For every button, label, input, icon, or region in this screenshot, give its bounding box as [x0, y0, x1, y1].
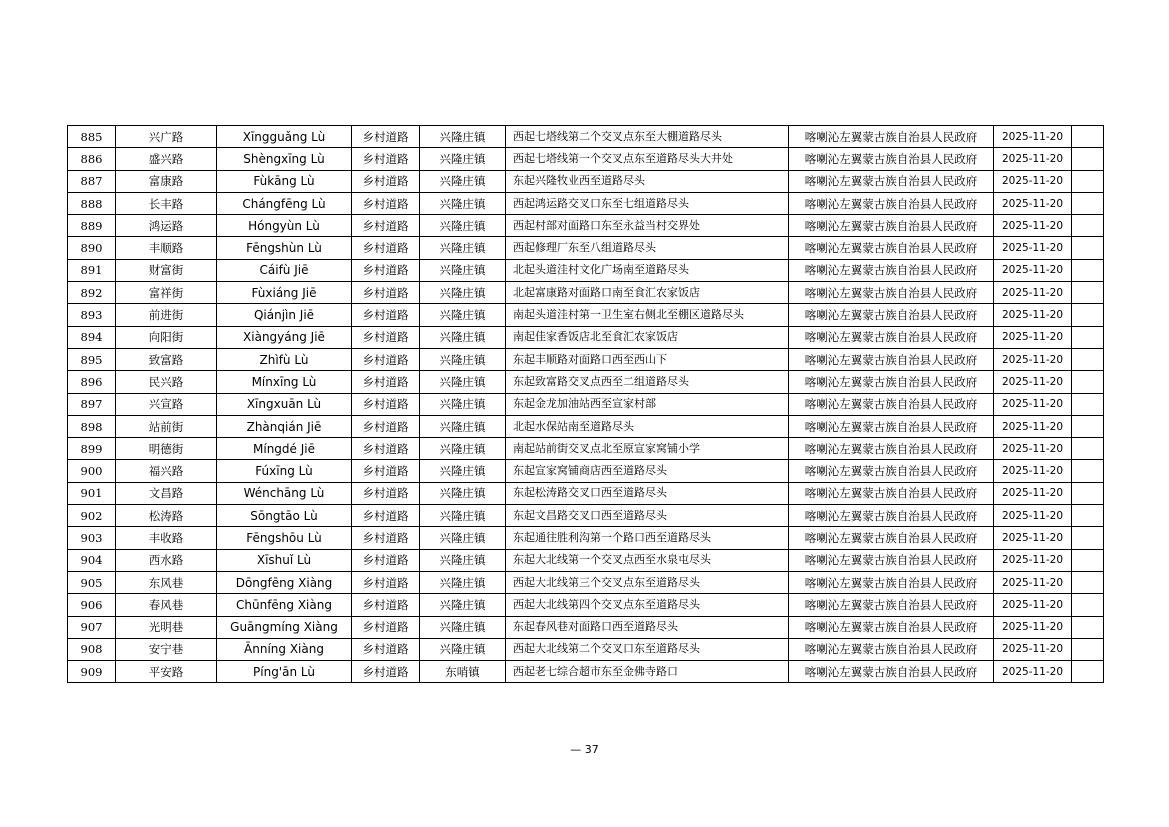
table-row [68, 638, 1104, 660]
road-description: 东起文昌路交叉口西至道路尽头 [506, 505, 789, 527]
town-name: 兴隆庄镇 [420, 237, 506, 259]
approving-authority: 喀喇沁左翼蒙古族自治县人民政府 [789, 594, 994, 616]
note-cell [1072, 415, 1104, 437]
town-name: 兴隆庄镇 [420, 460, 506, 482]
road-pinyin: Xiàngyáng Jiē [217, 326, 352, 348]
town-name: 兴隆庄镇 [420, 282, 506, 304]
table-row [68, 505, 1104, 527]
note-cell [1072, 304, 1104, 326]
table-row [68, 326, 1104, 348]
row-number: 908 [68, 638, 116, 660]
road-pinyin: Zhànqián Jiē [217, 415, 352, 437]
road-type: 乡村道路 [352, 126, 420, 148]
approving-authority: 喀喇沁左翼蒙古族自治县人民政府 [789, 304, 994, 326]
road-name: 民兴路 [116, 371, 217, 393]
approving-authority: 喀喇沁左翼蒙古族自治县人民政府 [789, 638, 994, 660]
approving-authority: 喀喇沁左翼蒙古族自治县人民政府 [789, 215, 994, 237]
row-number: 892 [68, 282, 116, 304]
road-pinyin: Cáifù Jiē [217, 259, 352, 281]
note-cell [1072, 393, 1104, 415]
approval-date: 2025-11-20 [994, 549, 1072, 571]
row-number: 902 [68, 505, 116, 527]
note-cell [1072, 482, 1104, 504]
town-name: 兴隆庄镇 [420, 170, 506, 192]
road-description: 东起春风巷对面路口西至道路尽头 [506, 616, 789, 638]
row-number: 898 [68, 415, 116, 437]
note-cell [1072, 438, 1104, 460]
road-description: 西起七塔线第二个交叉点东至大棚道路尽头 [506, 126, 789, 148]
table-row [68, 348, 1104, 370]
row-number: 886 [68, 148, 116, 170]
road-type: 乡村道路 [352, 215, 420, 237]
town-name: 兴隆庄镇 [420, 326, 506, 348]
road-name: 盛兴路 [116, 148, 217, 170]
approval-date: 2025-11-20 [994, 616, 1072, 638]
road-type: 乡村道路 [352, 259, 420, 281]
road-description: 西起鸿运路交叉口东至七组道路尽头 [506, 192, 789, 214]
road-pinyin: Zhìfù Lù [217, 348, 352, 370]
road-description: 东起大北线第一个交叉点西至水泉屯尽头 [506, 549, 789, 571]
road-name: 安宁巷 [116, 638, 217, 660]
note-cell [1072, 661, 1104, 683]
road-type: 乡村道路 [352, 148, 420, 170]
road-pinyin: Wénchāng Lù [217, 482, 352, 504]
row-number: 891 [68, 259, 116, 281]
road-description: 北起水保站南至道路尽头 [506, 415, 789, 437]
approving-authority: 喀喇沁左翼蒙古族自治县人民政府 [789, 527, 994, 549]
road-pinyin: Píng'ān Lù [217, 661, 352, 683]
approving-authority: 喀喇沁左翼蒙古族自治县人民政府 [789, 326, 994, 348]
road-name: 向阳街 [116, 326, 217, 348]
town-name: 兴隆庄镇 [420, 527, 506, 549]
road-description: 西起修理厂东至八组道路尽头 [506, 237, 789, 259]
table-body [68, 126, 1104, 683]
town-name: 兴隆庄镇 [420, 371, 506, 393]
table-row [68, 237, 1104, 259]
road-name: 丰顺路 [116, 237, 217, 259]
road-name: 松涛路 [116, 505, 217, 527]
road-name: 致富路 [116, 348, 217, 370]
road-pinyin: Xīngguǎng Lù [217, 126, 352, 148]
note-cell [1072, 460, 1104, 482]
row-number: 887 [68, 170, 116, 192]
note-cell [1072, 505, 1104, 527]
approving-authority: 喀喇沁左翼蒙古族自治县人民政府 [789, 438, 994, 460]
note-cell [1072, 638, 1104, 660]
town-name: 兴隆庄镇 [420, 215, 506, 237]
page-number: — 37 [570, 743, 599, 756]
approval-date: 2025-11-20 [994, 661, 1072, 683]
town-name: 兴隆庄镇 [420, 192, 506, 214]
town-name: 兴隆庄镇 [420, 393, 506, 415]
road-type: 乡村道路 [352, 460, 420, 482]
road-pinyin: Mínxīng Lù [217, 371, 352, 393]
road-type: 乡村道路 [352, 661, 420, 683]
road-description: 东起丰顺路对面路口西至西山下 [506, 348, 789, 370]
approving-authority: 喀喇沁左翼蒙古族自治县人民政府 [789, 393, 994, 415]
approval-date: 2025-11-20 [994, 460, 1072, 482]
note-cell [1072, 527, 1104, 549]
table-row [68, 192, 1104, 214]
road-name: 鸿运路 [116, 215, 217, 237]
note-cell [1072, 616, 1104, 638]
row-number: 906 [68, 594, 116, 616]
town-name: 兴隆庄镇 [420, 438, 506, 460]
note-cell [1072, 148, 1104, 170]
road-type: 乡村道路 [352, 371, 420, 393]
road-type: 乡村道路 [352, 638, 420, 660]
approval-date: 2025-11-20 [994, 482, 1072, 504]
road-name: 兴宣路 [116, 393, 217, 415]
road-type: 乡村道路 [352, 237, 420, 259]
table-row [68, 259, 1104, 281]
road-name: 平安路 [116, 661, 217, 683]
note-cell [1072, 126, 1104, 148]
table-row [68, 371, 1104, 393]
approving-authority: 喀喇沁左翼蒙古族自治县人民政府 [789, 505, 994, 527]
town-name: 兴隆庄镇 [420, 304, 506, 326]
note-cell [1072, 237, 1104, 259]
approving-authority: 喀喇沁左翼蒙古族自治县人民政府 [789, 282, 994, 304]
road-description: 南起头道洼村第一卫生室右侧北至棚区道路尽头 [506, 304, 789, 326]
road-name: 春风巷 [116, 594, 217, 616]
road-pinyin: Fēngshōu Lù [217, 527, 352, 549]
road-description: 西起七塔线第一个交叉点东至道路尽头大井处 [506, 148, 789, 170]
table-row [68, 170, 1104, 192]
approval-date: 2025-11-20 [994, 438, 1072, 460]
table-row [68, 438, 1104, 460]
approving-authority: 喀喇沁左翼蒙古族自治县人民政府 [789, 371, 994, 393]
approval-date: 2025-11-20 [994, 237, 1072, 259]
road-pinyin: Fùkāng Lù [217, 170, 352, 192]
note-cell [1072, 571, 1104, 593]
note-cell [1072, 170, 1104, 192]
note-cell [1072, 594, 1104, 616]
town-name: 兴隆庄镇 [420, 571, 506, 593]
road-type: 乡村道路 [352, 393, 420, 415]
road-description: 北起头道洼村文化广场南至道路尽头 [506, 259, 789, 281]
approving-authority: 喀喇沁左翼蒙古族自治县人民政府 [789, 148, 994, 170]
approval-date: 2025-11-20 [994, 126, 1072, 148]
row-number: 901 [68, 482, 116, 504]
table-row [68, 282, 1104, 304]
road-pinyin: Ānníng Xiàng [217, 638, 352, 660]
table-row [68, 215, 1104, 237]
approving-authority: 喀喇沁左翼蒙古族自治县人民政府 [789, 126, 994, 148]
road-type: 乡村道路 [352, 505, 420, 527]
row-number: 904 [68, 549, 116, 571]
approval-date: 2025-11-20 [994, 638, 1072, 660]
road-name: 光明巷 [116, 616, 217, 638]
town-name: 兴隆庄镇 [420, 594, 506, 616]
road-name: 站前街 [116, 415, 217, 437]
approving-authority: 喀喇沁左翼蒙古族自治县人民政府 [789, 415, 994, 437]
road-name: 东风巷 [116, 571, 217, 593]
approving-authority: 喀喇沁左翼蒙古族自治县人民政府 [789, 192, 994, 214]
town-name: 东哨镇 [420, 661, 506, 683]
road-name: 兴广路 [116, 126, 217, 148]
road-pinyin: Xīshuǐ Lù [217, 549, 352, 571]
approving-authority: 喀喇沁左翼蒙古族自治县人民政府 [789, 348, 994, 370]
road-type: 乡村道路 [352, 170, 420, 192]
approval-date: 2025-11-20 [994, 259, 1072, 281]
road-type: 乡村道路 [352, 527, 420, 549]
table-row [68, 594, 1104, 616]
table-row [68, 482, 1104, 504]
road-description: 东起通往胜利沟第一个路口西至道路尽头 [506, 527, 789, 549]
approval-date: 2025-11-20 [994, 304, 1072, 326]
road-description: 东起金龙加油站西至宣家村部 [506, 393, 789, 415]
road-description: 北起富康路对面路口南至食汇农家饭店 [506, 282, 789, 304]
approving-authority: 喀喇沁左翼蒙古族自治县人民政府 [789, 571, 994, 593]
table-row [68, 304, 1104, 326]
road-name: 长丰路 [116, 192, 217, 214]
table-row [68, 571, 1104, 593]
town-name: 兴隆庄镇 [420, 126, 506, 148]
row-number: 907 [68, 616, 116, 638]
note-cell [1072, 215, 1104, 237]
note-cell [1072, 326, 1104, 348]
table-row [68, 549, 1104, 571]
approval-date: 2025-11-20 [994, 192, 1072, 214]
approval-date: 2025-11-20 [994, 348, 1072, 370]
road-pinyin: Shèngxīng Lù [217, 148, 352, 170]
approval-date: 2025-11-20 [994, 282, 1072, 304]
road-pinyin: Sōngtāo Lù [217, 505, 352, 527]
road-description: 西起大北线第二个交叉口东至道路尽头 [506, 638, 789, 660]
approving-authority: 喀喇沁左翼蒙古族自治县人民政府 [789, 661, 994, 683]
approval-date: 2025-11-20 [994, 215, 1072, 237]
road-description: 东起兴隆牧业西至道路尽头 [506, 170, 789, 192]
town-name: 兴隆庄镇 [420, 482, 506, 504]
note-cell [1072, 282, 1104, 304]
road-description: 东起宣家窝铺商店西至道路尽头 [506, 460, 789, 482]
road-pinyin: Guāngmíng Xiàng [217, 616, 352, 638]
note-cell [1072, 192, 1104, 214]
table-row [68, 415, 1104, 437]
approving-authority: 喀喇沁左翼蒙古族自治县人民政府 [789, 482, 994, 504]
road-name: 丰收路 [116, 527, 217, 549]
road-type: 乡村道路 [352, 348, 420, 370]
road-type: 乡村道路 [352, 438, 420, 460]
road-pinyin: Qiánjìn Jiē [217, 304, 352, 326]
approval-date: 2025-11-20 [994, 148, 1072, 170]
road-description: 东起松涛路交叉口西至道路尽头 [506, 482, 789, 504]
table-row [68, 126, 1104, 148]
note-cell [1072, 259, 1104, 281]
road-type: 乡村道路 [352, 192, 420, 214]
row-number: 888 [68, 192, 116, 214]
road-name: 前进街 [116, 304, 217, 326]
road-pinyin: Fúxīng Lù [217, 460, 352, 482]
note-cell [1072, 348, 1104, 370]
row-number: 896 [68, 371, 116, 393]
approving-authority: 喀喇沁左翼蒙古族自治县人民政府 [789, 170, 994, 192]
road-type: 乡村道路 [352, 415, 420, 437]
road-pinyin: Dōngfēng Xiàng [217, 571, 352, 593]
road-pinyin: Hóngyùn Lù [217, 215, 352, 237]
road-name: 西水路 [116, 549, 217, 571]
road-type: 乡村道路 [352, 482, 420, 504]
note-cell [1072, 549, 1104, 571]
road-type: 乡村道路 [352, 571, 420, 593]
row-number: 894 [68, 326, 116, 348]
approval-date: 2025-11-20 [994, 527, 1072, 549]
road-type: 乡村道路 [352, 326, 420, 348]
row-number: 890 [68, 237, 116, 259]
road-pinyin: Chūnfēng Xiàng [217, 594, 352, 616]
approving-authority: 喀喇沁左翼蒙古族自治县人民政府 [789, 616, 994, 638]
road-type: 乡村道路 [352, 616, 420, 638]
road-type: 乡村道路 [352, 549, 420, 571]
road-name: 富康路 [116, 170, 217, 192]
row-number: 889 [68, 215, 116, 237]
road-type: 乡村道路 [352, 594, 420, 616]
approval-date: 2025-11-20 [994, 371, 1072, 393]
road-name: 明德街 [116, 438, 217, 460]
table-row [68, 527, 1104, 549]
approval-date: 2025-11-20 [994, 571, 1072, 593]
road-name: 福兴路 [116, 460, 217, 482]
road-pinyin: Chángfēng Lù [217, 192, 352, 214]
town-name: 兴隆庄镇 [420, 259, 506, 281]
road-type: 乡村道路 [352, 282, 420, 304]
road-pinyin: Xīngxuān Lù [217, 393, 352, 415]
table-row [68, 616, 1104, 638]
row-number: 903 [68, 527, 116, 549]
town-name: 兴隆庄镇 [420, 415, 506, 437]
road-description: 南起佳家香饭店北至食汇农家饭店 [506, 326, 789, 348]
approving-authority: 喀喇沁左翼蒙古族自治县人民政府 [789, 549, 994, 571]
road-name: 文昌路 [116, 482, 217, 504]
note-cell [1072, 371, 1104, 393]
row-number: 900 [68, 460, 116, 482]
table-row [68, 661, 1104, 683]
table-row [68, 393, 1104, 415]
town-name: 兴隆庄镇 [420, 348, 506, 370]
road-description: 南起站前街交叉点北至原宣家窝铺小学 [506, 438, 789, 460]
row-number: 899 [68, 438, 116, 460]
road-pinyin: Fùxiáng Jiē [217, 282, 352, 304]
row-number: 909 [68, 661, 116, 683]
road-pinyin: Fēngshùn Lù [217, 237, 352, 259]
table-row [68, 148, 1104, 170]
approving-authority: 喀喇沁左翼蒙古族自治县人民政府 [789, 237, 994, 259]
road-description: 西起村部对面路口东至永益当村交界处 [506, 215, 789, 237]
road-name: 财富街 [116, 259, 217, 281]
town-name: 兴隆庄镇 [420, 505, 506, 527]
table-row [68, 460, 1104, 482]
approval-date: 2025-11-20 [994, 170, 1072, 192]
road-description: 西起老七综合超市东至金佛寺路口 [506, 661, 789, 683]
road-description: 东起致富路交叉点西至二组道路尽头 [506, 371, 789, 393]
approval-date: 2025-11-20 [994, 505, 1072, 527]
approval-date: 2025-11-20 [994, 415, 1072, 437]
road-description: 西起大北线第四个交叉点东至道路尽头 [506, 594, 789, 616]
approval-date: 2025-11-20 [994, 594, 1072, 616]
road-type: 乡村道路 [352, 304, 420, 326]
row-number: 885 [68, 126, 116, 148]
approval-date: 2025-11-20 [994, 326, 1072, 348]
approving-authority: 喀喇沁左翼蒙古族自治县人民政府 [789, 259, 994, 281]
row-number: 905 [68, 571, 116, 593]
row-number: 897 [68, 393, 116, 415]
road-names-table [67, 125, 1104, 683]
road-name: 富祥街 [116, 282, 217, 304]
approving-authority: 喀喇沁左翼蒙古族自治县人民政府 [789, 460, 994, 482]
town-name: 兴隆庄镇 [420, 549, 506, 571]
row-number: 893 [68, 304, 116, 326]
road-description: 西起大北线第三个交叉点东至道路尽头 [506, 571, 789, 593]
road-pinyin: Míngdé Jiē [217, 438, 352, 460]
town-name: 兴隆庄镇 [420, 616, 506, 638]
town-name: 兴隆庄镇 [420, 638, 506, 660]
approval-date: 2025-11-20 [994, 393, 1072, 415]
town-name: 兴隆庄镇 [420, 148, 506, 170]
row-number: 895 [68, 348, 116, 370]
